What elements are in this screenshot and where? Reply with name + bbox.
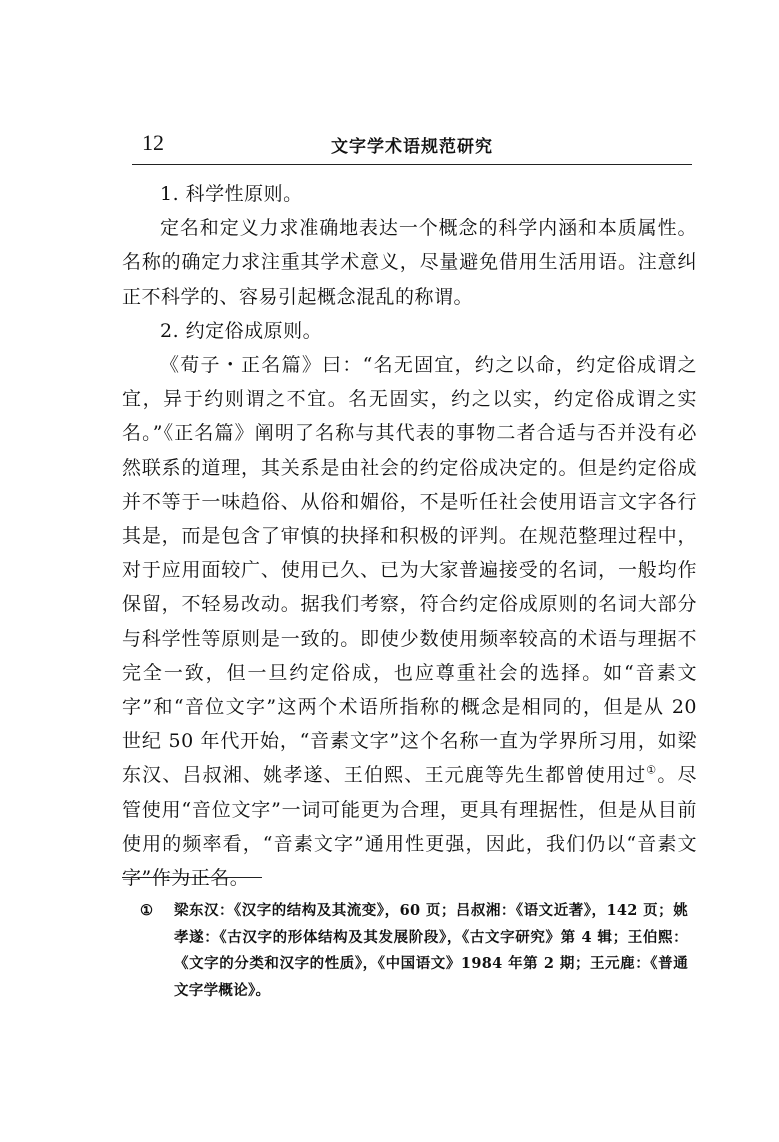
page-number: 12 — [142, 130, 164, 155]
section-heading-scientific-principle: 1. 科学性原则。 — [160, 183, 303, 205]
header-rule — [132, 164, 692, 165]
paragraph-scientific-principle: 定名和定义力求准确地表达一个概念的科学内涵和本质属性。名称的确定力求注重其学术意义，尽量避免借用生活用语。注意纠正不科学的、容易引起概念混乱的称谓。 — [122, 217, 697, 308]
paragraph-text-part-2: 。尽管使用“音位文字”一词可能更为合理，更具有理据性，但是从目前使用的频率看，“音素文字”通用性更强，因此，我们仍以“音素文字”作为正名。 — [122, 764, 697, 890]
footnote-reference[interactable]: ① — [646, 764, 658, 778]
paragraph-convention-principle — [122, 348, 697, 895]
body-text — [122, 177, 697, 895]
footnote-text: 梁东汉：《汉字的结构及其流变》，60 页；吕叔湘：《语文近著》，142 页；姚孝遂：《古汉字的形体结构及其发展阶段》，《古文字研究》第 4 辑；王伯熙：《文字的分类和汉字的性质》，《中国语文》1984 年第 2 期；王元鹿：《普通文字学概论》。 — [174, 902, 688, 999]
paragraph-text-part-1: 《荀子・正名篇》曰：“名无固宜，约之以命，约定俗成谓之宜，异于约则谓之不宜。名无固实，约之以实，约定俗成谓之实名。”《正名篇》阐明了名称与其代表的事物二者合适与否并没有必然联系的道理，其关系是由社会的约定俗成决定的。但是约定俗成并不等于一味趋俗、从俗和媚俗，不是听任社会使用语言文字各行其是，而是包含了审慎的抉择和积极的评判。在规范整理过程中，对于应用面较广、使用已久、已为大家普遍接受的名词，一般均作保留，不轻易改动。据我们考察，符合约定俗成原则的名词大部分与科学性等原则是一致的。即使少数使用频率较高的术语与理据不完全一致，但一旦约定俗成，也应尊重社会的选择。如“音素文字”和“音位文字”这两个术语所指称的概念是相同的，但是从 20 世纪 50 年代开始，“音素文字”这个名称一直为学界所习用，如梁东汉、吕叔湘、姚孝遂、王伯熙、王元鹿等先生都曾使用过 — [122, 354, 697, 787]
footnote — [140, 898, 688, 1004]
section-heading-convention-principle: 2. 约定俗成原则。 — [160, 319, 323, 342]
running-title: 文字学术语规范研究 — [331, 137, 493, 157]
footnote-mark: ① — [140, 902, 154, 919]
footnote-divider — [122, 877, 262, 878]
page-header — [132, 126, 692, 166]
